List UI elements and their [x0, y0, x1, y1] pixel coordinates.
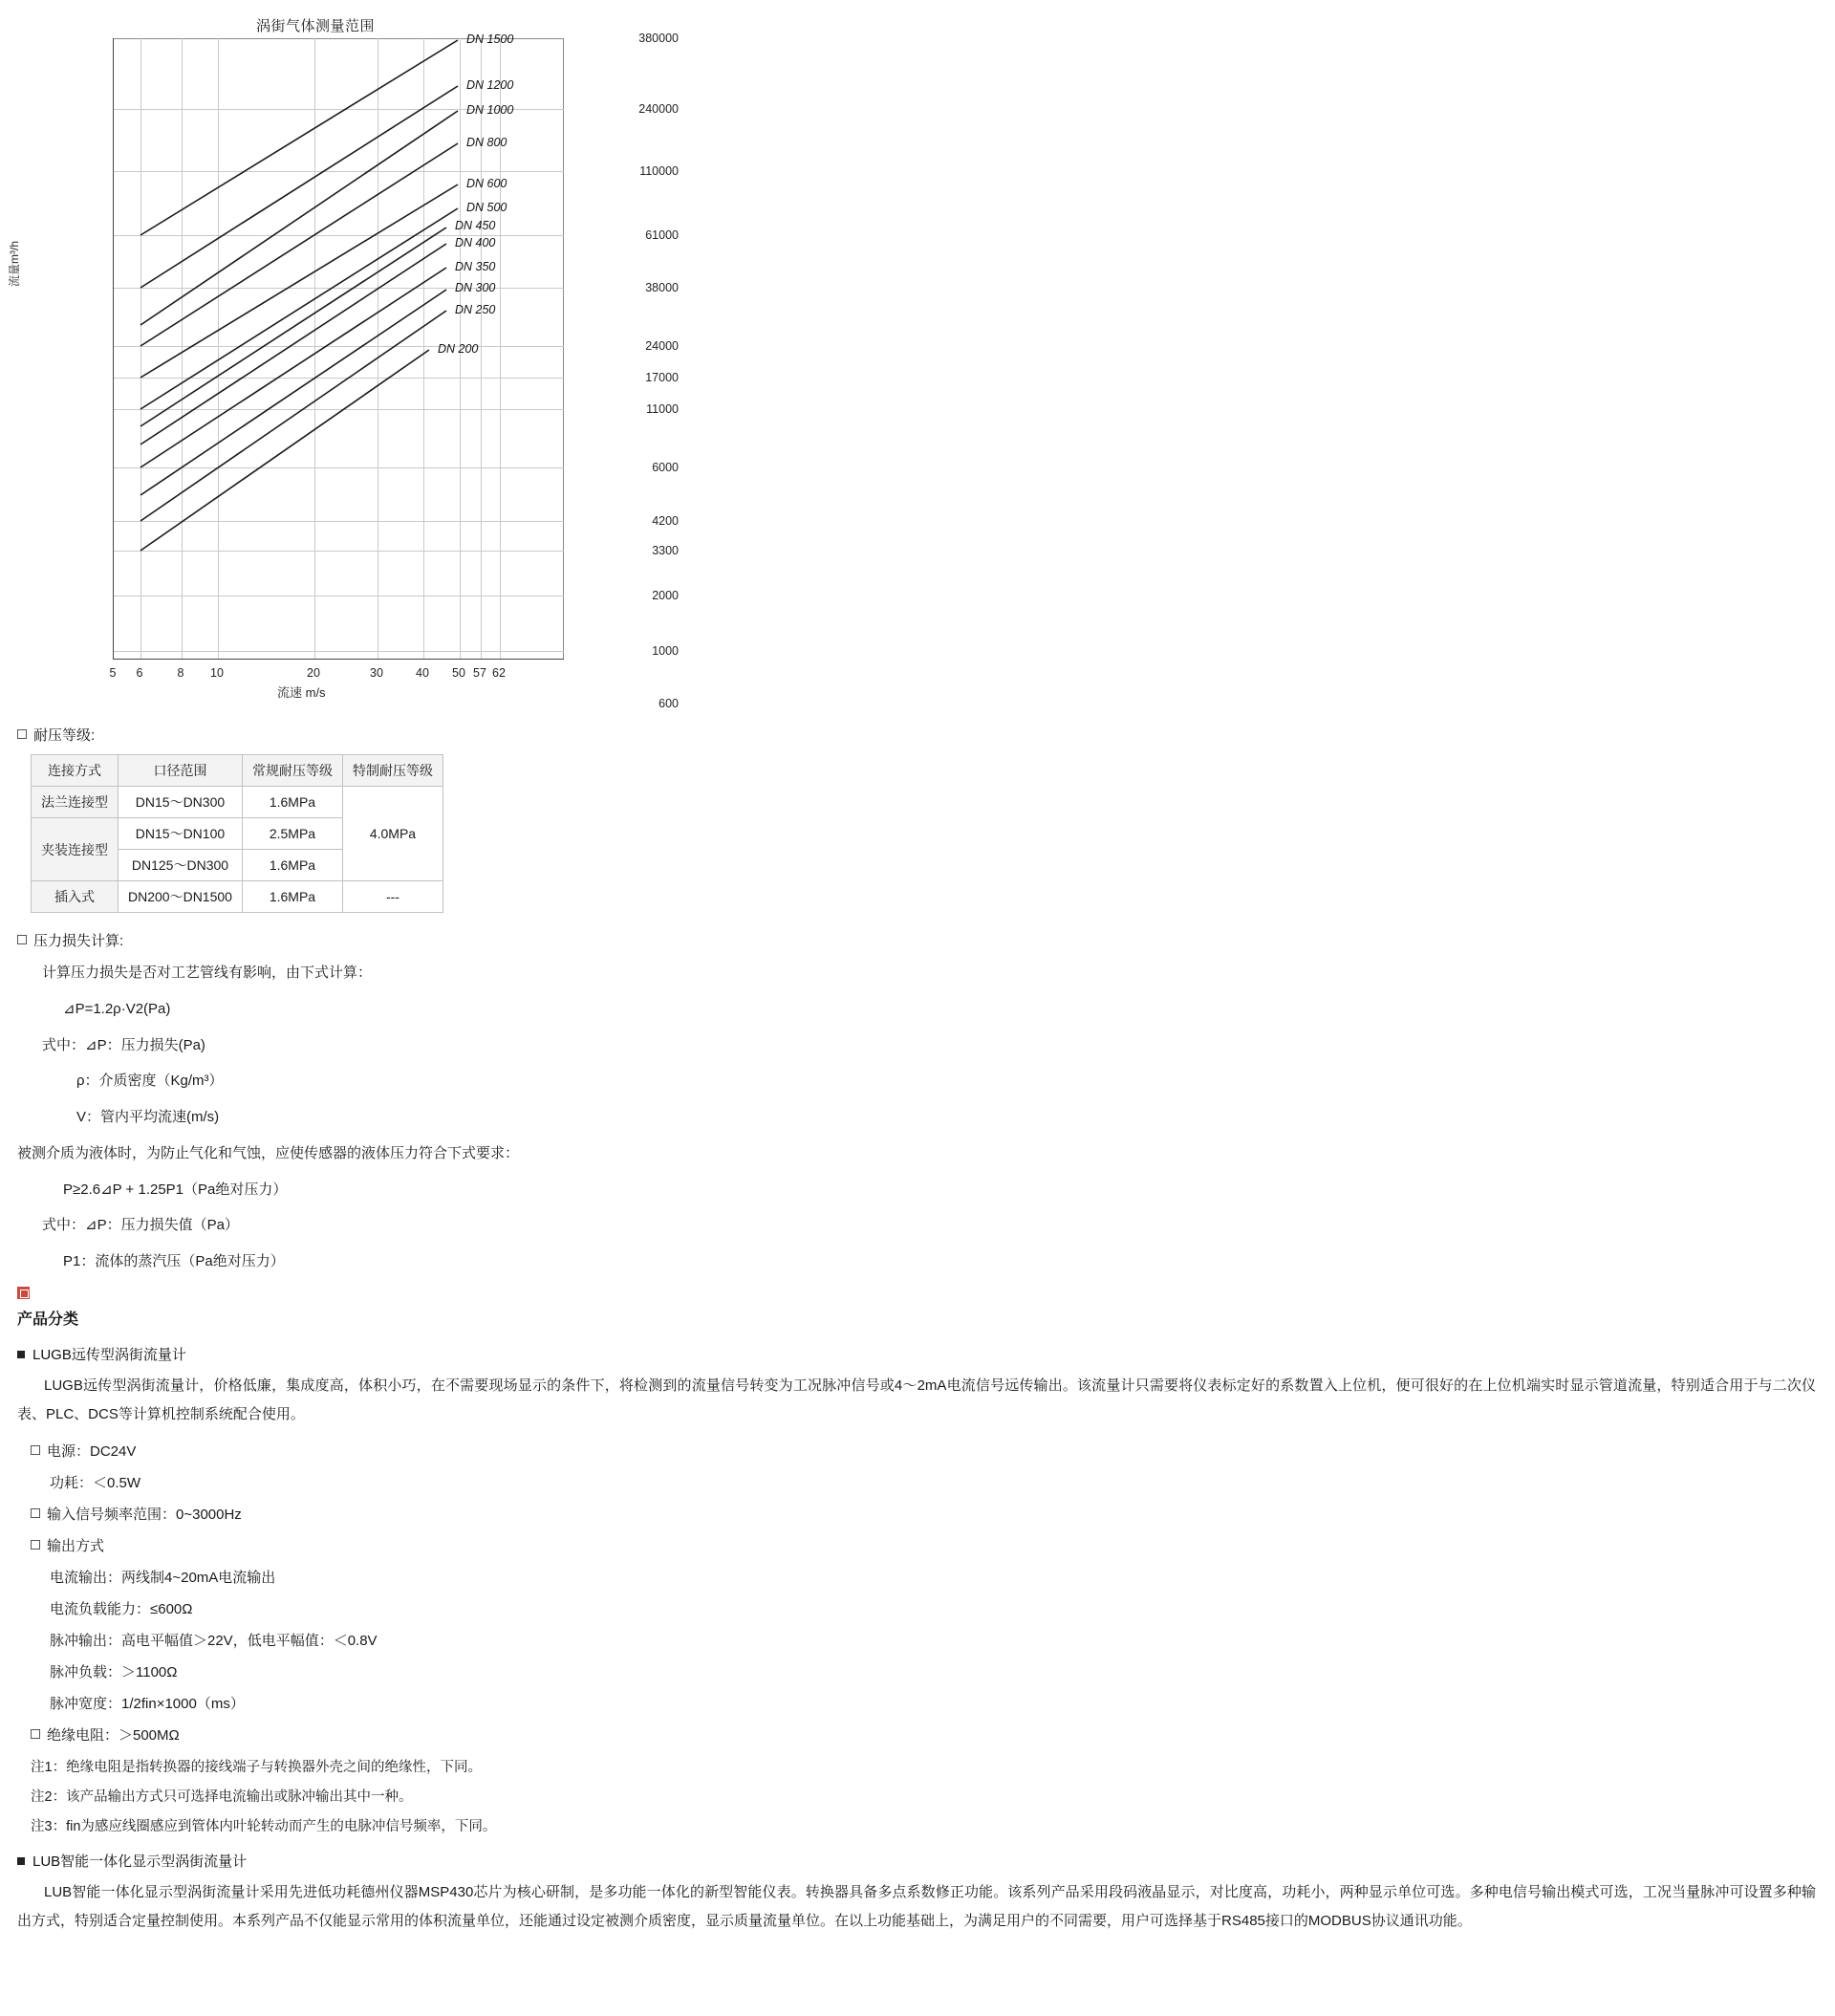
- cell-connection: 插入式: [32, 881, 119, 913]
- note-2: 注2：该产品输出方式只可选择电流输出或脉冲输出其中一种。: [31, 1788, 413, 1805]
- y-tick: 240000: [638, 102, 679, 116]
- spec-pulse-load-text: 脉冲负载：＞1100Ω: [50, 1663, 178, 1680]
- series-line-dn1200: [140, 86, 458, 288]
- y-tick: 600: [658, 697, 679, 710]
- pressure-loss-formula1: ⊿P=1.2ρ·V2(Pa): [63, 1000, 171, 1017]
- x-tick: 10: [210, 666, 224, 680]
- spec-pulse-load: [50, 1661, 1816, 1681]
- spec-pulse-width: [50, 1693, 1816, 1713]
- cell-connection: 法兰连接型: [32, 787, 119, 818]
- x-tick: 50: [452, 666, 465, 680]
- series-label-dn1000: DN 1000: [466, 103, 514, 117]
- cell-connection: 夹装连接型: [32, 818, 119, 881]
- pressure-loss-line2: 被测介质为液体时，为防止气化和气蚀，应使传感器的液体压力符合下式要求：: [17, 1144, 520, 1161]
- spec-pulse-output: [50, 1630, 1816, 1650]
- pressure-rating-heading-text: 耐压等级:: [33, 727, 96, 744]
- series-label-dn350: DN 350: [455, 260, 496, 273]
- square-bullet-icon: [31, 1445, 40, 1455]
- chart-x-axis-label: 流速 m/s: [277, 685, 326, 700]
- product-item-1-description: LUGB远传型涡街流量计，价格低廉，集成度高，体积小巧，在不需要现场显示的条件下，将检测到的流量信号转变为工况脉冲信号或4～2mA电流信号远传输出。该流量计只需要将仪表标定好的系数置入上位机，便可很好的在上位机端实时显示管道流量，特别适合用于与二次仪表、PLC、DCS等计算机控制系统配合使用。: [17, 1377, 1816, 1422]
- series-label-dn300: DN 300: [455, 281, 496, 294]
- series-line-dn600: [140, 184, 458, 378]
- y-tick: 1000: [652, 644, 679, 658]
- document-body: [0, 725, 1835, 1936]
- spec-current-output-text: 电流输出：两线制4~20mA电流输出: [50, 1569, 276, 1586]
- table-row: [32, 881, 443, 913]
- pressure-rating-table: [31, 754, 443, 913]
- cell-normal: 1.6MPa: [242, 881, 342, 913]
- y-tick: 2000: [652, 589, 679, 602]
- chart-plot-area: [113, 38, 564, 660]
- series-label-dn1500: DN 1500: [466, 33, 514, 46]
- cell-special: ---: [342, 881, 443, 913]
- series-label-dn600: DN 600: [466, 177, 507, 190]
- x-tick: 20: [307, 666, 320, 680]
- spec-current-load: [50, 1598, 1816, 1618]
- series-line-dn450: [140, 228, 446, 426]
- pressure-loss-where5: P1：流体的蒸汽压（Pa绝对压力）: [63, 1253, 285, 1269]
- filled-square-bullet-icon: [17, 1857, 25, 1865]
- flow-range-chart: [8, 0, 679, 710]
- product-item-2-heading: [17, 1851, 1816, 1871]
- x-tick: 8: [177, 666, 184, 680]
- pressure-loss-heading-text: 压力损失计算:: [33, 933, 124, 949]
- square-bullet-icon: [17, 729, 27, 739]
- x-tick: 57: [473, 666, 486, 680]
- spec-input-frequency-text: 输入信号频率范围：0~3000Hz: [47, 1506, 242, 1523]
- pressure-loss-heading: [17, 930, 1816, 950]
- spec-current-load-text: 电流负载能力：≤600Ω: [50, 1600, 193, 1617]
- spec-output-mode-text: 输出方式: [47, 1537, 105, 1554]
- spec-consumption: [50, 1472, 1816, 1492]
- chart-series-lines: [114, 38, 564, 660]
- y-tick: 61000: [645, 228, 679, 242]
- cell-range: DN125～DN300: [119, 850, 243, 881]
- pressure-loss-where2: ρ：介质密度（Kg/m³）: [76, 1073, 224, 1090]
- x-tick: 30: [370, 666, 383, 680]
- spec-input-frequency: [31, 1504, 1816, 1524]
- table-row: [32, 787, 443, 818]
- x-tick: 5: [109, 666, 117, 680]
- series-label-dn450: DN 450: [455, 219, 496, 232]
- pressure-loss-where4: 式中：⊿P：压力损失值（Pa）: [42, 1217, 239, 1234]
- series-line-dn200: [140, 350, 429, 551]
- spec-insulation-resistance-text: 绝缘电阻：＞500MΩ: [47, 1726, 180, 1744]
- square-bullet-icon: [31, 1729, 40, 1739]
- col-header-range: 口径范围: [119, 755, 243, 787]
- spec-current-output: [50, 1567, 1816, 1587]
- note-1: 注1：绝缘电阻是指转换器的接线端子与转换器外壳之间的绝缘性，下同。: [31, 1759, 483, 1775]
- spec-pulse-output-text: 脉冲输出：高电平幅值＞22V，低电平幅值：＜0.8V: [50, 1632, 378, 1649]
- square-bullet-icon: [31, 1508, 40, 1518]
- y-tick: 38000: [645, 281, 679, 294]
- col-header-normal: 常规耐压等级: [242, 755, 342, 787]
- pressure-rating-heading: [17, 725, 1816, 745]
- cell-normal: 1.6MPa: [242, 787, 342, 818]
- pressure-loss-where3: V：管内平均流速(m/s): [76, 1109, 220, 1125]
- y-tick: 24000: [645, 339, 679, 353]
- series-line-dn250: [140, 311, 446, 521]
- series-line-dn1500: [140, 40, 458, 235]
- y-tick: 4200: [652, 514, 679, 528]
- spec-power-text: 电源：DC24V: [47, 1442, 137, 1460]
- x-tick: 40: [416, 666, 429, 680]
- cell-special: 4.0MPa: [342, 787, 443, 881]
- cell-range: DN200～DN1500: [119, 881, 243, 913]
- series-label-dn800: DN 800: [466, 136, 507, 149]
- product-item-2-description: LUB智能一体化显示型涡街流量计采用先进低功耗德州仪器MSP430芯片为核心研制，是多功能一体化的新型智能仪表。转换器具备多点系数修正功能。该系列产品采用段码液晶显示，对比度高，功耗小，两种显示单位可选。多种电信号输出模式可选，工况当量脉冲可设置多种输出方式，特别适合定量控制使用。本系列产品不仅能显示常用的体积流量单位，还能通过设定被测介质密度，显示质量流量单位。在以上功能基础上，为满足用户的不同需要，用户可选择基于RS485接口的MODBUS协议通讯功能。: [17, 1883, 1816, 1929]
- y-tick: 110000: [639, 164, 679, 178]
- cell-normal: 2.5MPa: [242, 818, 342, 850]
- series-line-dn1000: [140, 111, 458, 325]
- product-item-1-heading: [17, 1344, 1816, 1364]
- col-header-connection: 连接方式: [32, 755, 119, 787]
- x-tick: 6: [136, 666, 143, 680]
- pressure-loss-line1: 计算压力损失是否对工艺管线有影响，由下式计算：: [42, 965, 373, 981]
- spec-consumption-text: 功耗：＜0.5W: [50, 1474, 141, 1491]
- cell-range: DN15～DN100: [119, 818, 243, 850]
- y-tick: 3300: [652, 544, 679, 557]
- series-line-dn500: [140, 208, 458, 409]
- y-tick: 17000: [645, 371, 679, 384]
- series-label-dn400: DN 400: [455, 236, 496, 249]
- series-label-dn200: DN 200: [438, 342, 479, 356]
- products-title: 产品分类: [17, 1311, 79, 1328]
- filled-square-bullet-icon: [17, 1351, 25, 1358]
- square-bullet-icon: [31, 1540, 40, 1550]
- product-item-2-name: LUB智能一体化显示型涡街流量计: [32, 1853, 248, 1870]
- pressure-loss-where1: 式中：⊿P：压力损失(Pa): [42, 1036, 205, 1053]
- square-bullet-icon: [17, 935, 27, 944]
- series-line-dn350: [140, 268, 446, 467]
- spec-power: [31, 1441, 1816, 1461]
- series-label-dn500: DN 500: [466, 201, 507, 214]
- series-label-dn250: DN 250: [455, 303, 496, 316]
- broken-image-placeholder: [17, 1285, 1816, 1301]
- product-item-1-name: LUGB远传型涡街流量计: [32, 1346, 186, 1363]
- y-tick: 6000: [652, 461, 679, 474]
- pressure-loss-formula2: P≥2.6⊿P + 1.25P1（Pa绝对压力）: [63, 1181, 288, 1198]
- table-header-row: [32, 755, 443, 787]
- x-tick: 62: [492, 666, 506, 680]
- chart-y-axis-label: 流量m³/h: [8, 240, 21, 287]
- y-tick: 380000: [638, 32, 679, 45]
- y-tick: 11000: [646, 402, 679, 416]
- series-label-dn1200: DN 1200: [466, 78, 514, 92]
- note-3: 注3：fin为感应线圈感应到管体内叶轮转动而产生的电脉冲信号频率，下同。: [31, 1818, 497, 1834]
- spec-output-mode: [31, 1535, 1816, 1555]
- cell-range: DN15～DN300: [119, 787, 243, 818]
- series-line-dn800: [140, 143, 458, 346]
- cell-normal: 1.6MPa: [242, 850, 342, 881]
- spec-insulation-resistance: [31, 1724, 1816, 1745]
- broken-image-icon: [17, 1287, 30, 1299]
- chart-title: 涡街气体测量范围: [256, 18, 376, 34]
- col-header-special: 特制耐压等级: [342, 755, 443, 787]
- spec-pulse-width-text: 脉冲宽度：1/2fin×1000（ms）: [50, 1695, 245, 1712]
- series-line-dn400: [140, 244, 446, 444]
- series-line-dn300: [140, 290, 446, 495]
